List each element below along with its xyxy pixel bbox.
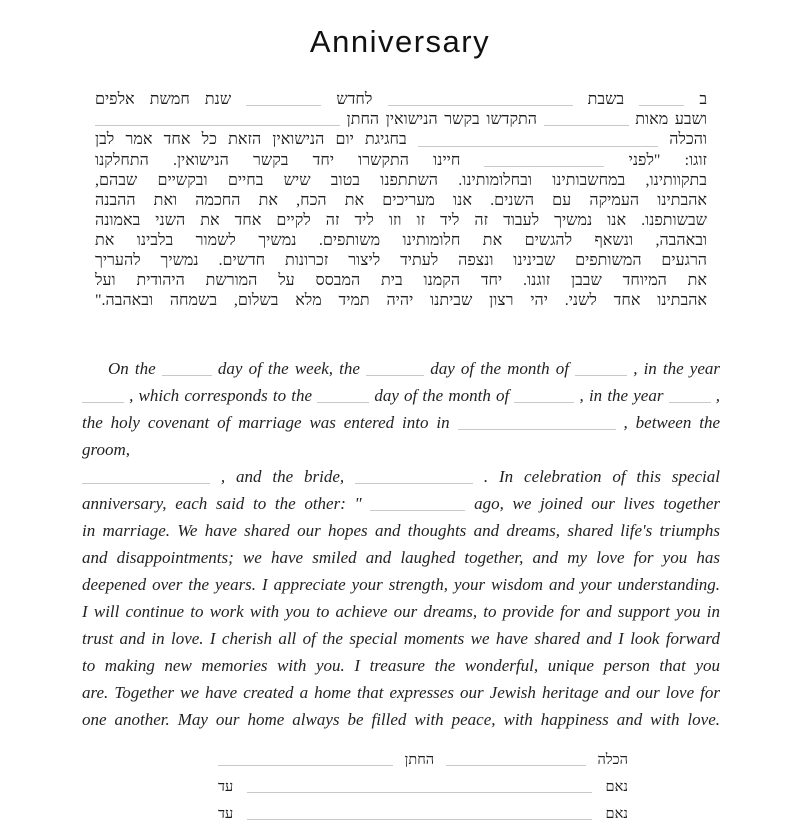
text-segment: , which corresponds to the xyxy=(129,385,313,405)
blank-field xyxy=(366,359,424,376)
text-segment: to making new memories with you. I treasure the wonderful, unique person that you xyxy=(82,655,720,675)
english-line xyxy=(82,706,720,733)
blank-field xyxy=(82,467,210,484)
text-segment: deepened over the years. I appreciate your strength, your wisdom and your understanding. xyxy=(82,574,720,594)
text-segment: חיינו התקשרו יחד בקשר הנישואין. התחלקנו xyxy=(95,151,461,169)
english-line xyxy=(82,517,720,544)
english-line xyxy=(82,652,720,679)
blank-field xyxy=(95,110,340,126)
text-segment: day of the month of xyxy=(374,385,510,405)
english-line xyxy=(82,571,720,598)
text-segment: אהבתינו העמיקה עם השנים. אנו מעריכים את הכח, את החכמה ואת ההבנה xyxy=(95,191,707,209)
text-segment: שנת חמשת אלפים xyxy=(95,91,232,109)
blank-field xyxy=(418,130,658,146)
english-line xyxy=(82,598,720,625)
blank-field xyxy=(317,386,369,403)
blank-field xyxy=(247,805,592,820)
text-segment: , xyxy=(715,385,721,405)
page-title: Anniversary xyxy=(309,24,491,59)
english-line xyxy=(82,625,720,652)
text-segment: trust and in love. I cherish all of the special moments we have shared and I look forward xyxy=(82,628,720,648)
text-segment: נאם xyxy=(605,805,628,822)
blank-field xyxy=(544,110,629,126)
english-line xyxy=(82,679,720,706)
text-segment: הרגעים המשותפים שבינינו ונצפה לעתיד ליצור זכרונות חדשים. נמשיך להעריך xyxy=(95,251,707,269)
english-line xyxy=(82,490,720,517)
signature-block xyxy=(218,747,628,828)
blank-field xyxy=(370,494,465,511)
signature-row xyxy=(218,774,628,801)
hebrew-line xyxy=(95,191,707,211)
text-segment: ובאהבה, ונשאף להגשים את חלומותינו משותפים. נמשיך לשמור בלבינו את xyxy=(95,231,707,249)
text-segment: On the xyxy=(108,358,156,378)
text-segment: החתן xyxy=(404,751,435,768)
text-segment: זוגו: "לפני xyxy=(628,151,707,169)
hebrew-line xyxy=(95,130,707,150)
text-segment: בשבת xyxy=(587,91,625,109)
blank-field xyxy=(458,413,616,430)
text-segment: הכלה xyxy=(597,751,628,768)
signature-row xyxy=(218,801,628,828)
text-segment: I will continue to work with you to achieve our dreams, to provide for and support you in xyxy=(82,601,720,621)
text-segment: בחגיגת יום הנישואין הזאת כל אחד אמר לבן xyxy=(95,131,407,149)
text-segment: ב xyxy=(699,91,708,109)
text-segment: ago, we joined our lives together xyxy=(474,493,721,513)
text-segment: אהבתינו אחד לשני. יהי רצון שביתנו יהיה תמיד מלא בשלום, בשמחה ובאהבה." xyxy=(95,291,707,309)
blank-field xyxy=(355,467,473,484)
text-segment: את המיוחד שבבן זוגנו. יחד הקמנו בית המבסס על המורשת היהודית ועל xyxy=(95,271,707,289)
blank-field xyxy=(669,386,711,403)
blank-field xyxy=(246,90,321,106)
blank-field xyxy=(484,151,604,167)
text-segment: anniversary, each said to the other: " xyxy=(82,493,362,513)
text-segment: , in the year xyxy=(579,385,664,405)
text-segment: in marriage. We have shared our hopes and thoughts and dreams, shared life's triumphs xyxy=(82,520,720,540)
hebrew-line xyxy=(95,151,707,171)
hebrew-text-block xyxy=(95,90,707,311)
text-segment: . In celebration of this special xyxy=(483,466,721,486)
text-segment: נאם xyxy=(605,778,628,795)
hebrew-line xyxy=(95,211,707,231)
hebrew-line xyxy=(95,231,707,251)
text-segment: שבשותפנו. אנו נמשיך לעבוד זה ליד זו וזו ליד זה לקיים אחד את השני באמונה xyxy=(95,211,707,229)
english-line xyxy=(82,463,720,490)
text-segment: ושבע מאות xyxy=(635,111,708,129)
text-segment: are. Together we have created a home that expresses our Jewish heritage and our love for xyxy=(82,682,720,702)
blank-field xyxy=(575,359,627,376)
hebrew-line xyxy=(95,90,707,110)
text-segment: the holy covenant of marriage was entered into in xyxy=(82,412,450,432)
text-segment: day of the month of xyxy=(430,358,569,378)
english-line xyxy=(82,355,720,382)
text-segment: עד xyxy=(218,805,234,822)
blank-field xyxy=(639,90,684,106)
text-segment: והכלה xyxy=(669,131,708,149)
blank-field xyxy=(218,751,393,766)
blank-field xyxy=(446,751,586,766)
hebrew-line xyxy=(95,291,707,311)
text-segment: day of the week, the xyxy=(217,358,360,378)
text-segment: , in the year xyxy=(633,358,721,378)
blank-field xyxy=(82,386,124,403)
text-segment: and disappointments; we have smiled and laughed together, and my love for you has xyxy=(82,547,720,567)
hebrew-line xyxy=(95,271,707,291)
hebrew-line xyxy=(95,110,707,130)
text-segment: one another. May our home always be filled with peace, with happiness and with love. xyxy=(82,709,720,729)
english-line xyxy=(82,382,720,409)
text-segment: , between the groom, xyxy=(82,412,721,459)
text-segment: לחדש xyxy=(336,91,373,109)
text-segment: התקדשו בקשר הנישואין החתן xyxy=(346,111,538,129)
blank-field xyxy=(388,90,573,106)
text-segment: עד xyxy=(218,778,234,795)
english-line xyxy=(82,544,720,571)
text-segment: , and the bride, xyxy=(220,466,345,486)
blank-field xyxy=(162,359,212,376)
text-segment: בתקוותינו, במחשבותינו ובחלומותינו. השתתפנו בטוב שיש בחיים ובקשיים שבהם, xyxy=(95,171,707,189)
blank-field xyxy=(247,778,592,793)
signature-row xyxy=(218,747,628,774)
hebrew-line xyxy=(95,251,707,271)
blank-field xyxy=(514,386,574,403)
english-text-block xyxy=(82,355,720,733)
hebrew-line xyxy=(95,171,707,191)
english-line xyxy=(82,409,720,463)
